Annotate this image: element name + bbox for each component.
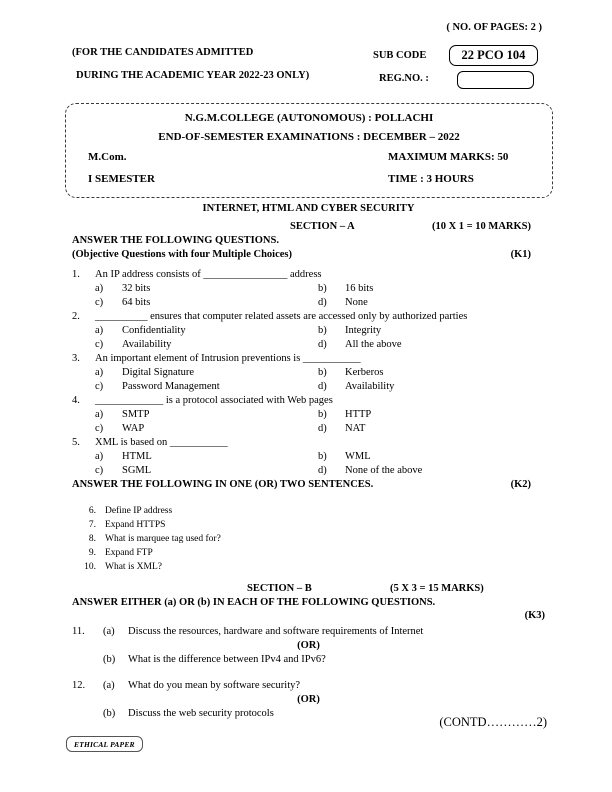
question-text: An IP address consists of ________________ address — [95, 269, 322, 280]
option-text: None — [345, 297, 368, 308]
option-label: c) — [95, 423, 104, 434]
ethical-paper-badge: ETHICAL PAPER — [66, 736, 143, 752]
option-label: a) — [95, 409, 104, 420]
option-text: WML — [345, 451, 371, 462]
question-text: Expand FTP — [105, 548, 153, 558]
candidates-note-line1: (FOR THE CANDIDATES ADMITTED — [72, 47, 254, 58]
exam-header-box — [65, 103, 553, 198]
option-text: HTML — [122, 451, 152, 462]
k2-level: (K2) — [510, 479, 531, 490]
option-label: a) — [95, 283, 104, 294]
option-text: Kerberos — [345, 367, 384, 378]
sub-question-b-text: What is the difference between IPv4 and IPv6? — [128, 654, 326, 665]
option-text: 64 bits — [122, 297, 151, 308]
option-label: b) — [318, 283, 327, 294]
sub-question-b-text: Discuss the web security protocols — [128, 708, 274, 719]
short-question-10 — [72, 560, 545, 574]
sub-question-b-label: (b) — [103, 708, 116, 719]
k2-header: ANSWER THE FOLLOWING IN ONE (OR) TWO SENTENCES. — [72, 479, 374, 490]
paper-body — [72, 202, 545, 721]
option-label: c) — [95, 465, 104, 476]
section-b-marks: (5 X 3 = 15 MARKS) — [390, 583, 484, 594]
contd-note: (CONTD…………2) — [439, 715, 547, 729]
course-name: M.Com. — [88, 151, 127, 163]
option-label: b) — [318, 409, 327, 420]
k3-level: (K3) — [524, 610, 545, 621]
subject-title: INTERNET, HTML AND CYBER SECURITY — [202, 203, 415, 214]
mcq-question-3 — [72, 352, 545, 394]
question-text: XML is based on ___________ — [95, 437, 228, 448]
k1-level: (K1) — [510, 249, 531, 260]
sub-code-value: 22 PCO 104 — [461, 48, 526, 62]
option-label: b) — [318, 325, 327, 336]
question-number: 2. — [72, 311, 80, 322]
option-text: SMTP — [122, 409, 150, 420]
option-text: WAP — [122, 423, 145, 434]
question-text: What is marquee tag used for? — [105, 534, 221, 544]
option-label: a) — [95, 367, 104, 378]
exam-time: TIME : 3 HOURS — [388, 173, 474, 185]
option-label: d) — [318, 339, 327, 350]
section-a-instruction: ANSWER THE FOLLOWING QUESTIONS. — [72, 235, 279, 246]
sub-question-a-label: (a) — [103, 680, 115, 691]
question-number: 8. — [88, 534, 96, 544]
question-number: 9. — [88, 548, 96, 558]
section-b-instruction: ANSWER EITHER (a) OR (b) IN EACH OF THE FOLLOWING QUESTIONS. — [72, 597, 436, 608]
short-questions — [72, 504, 545, 574]
option-text: NAT — [345, 423, 366, 434]
short-question-7 — [72, 518, 545, 532]
question-text: What is XML? — [105, 562, 162, 572]
mcq-question-1 — [72, 268, 545, 310]
no-of-pages: ( NO. OF PAGES: 2 ) — [446, 22, 542, 33]
mcq-question-5 — [72, 436, 545, 478]
sub-question-b-label: (b) — [103, 654, 116, 665]
option-label: a) — [95, 451, 104, 462]
option-label: c) — [95, 339, 104, 350]
option-label: b) — [318, 451, 327, 462]
question-text: An important element of Intrusion preventions is ___________ — [95, 353, 361, 364]
question-text: Define IP address — [105, 506, 173, 516]
question-text: _____________ is a protocol associated with Web pages — [95, 395, 333, 406]
question-number: 6. — [88, 506, 96, 516]
question-number: 12. — [72, 680, 86, 691]
option-label: a) — [95, 325, 104, 336]
question-number: 4. — [72, 395, 80, 406]
question-number: 1. — [72, 269, 80, 280]
short-question-9 — [72, 546, 545, 560]
sub-question-a-text: What do you mean by software security? — [128, 680, 301, 691]
section-b-title: SECTION – B — [247, 583, 312, 594]
sub-question-a-text: Discuss the resources, hardware and software requirements of Internet — [128, 626, 424, 637]
short-question-8 — [72, 532, 545, 546]
max-marks: MAXIMUM MARKS: 50 — [388, 151, 509, 163]
question-number: 7. — [88, 520, 96, 530]
option-text: Confidentiality — [122, 325, 186, 336]
exam-title: END-OF-SEMESTER EXAMINATIONS : DECEMBER – 2022 — [158, 131, 460, 143]
question-text: Expand HTTPS — [105, 520, 166, 530]
option-text: None of the above — [345, 465, 423, 476]
question-number: 3. — [72, 353, 80, 364]
option-text: All the above — [345, 339, 402, 350]
or-separator: (OR) — [297, 640, 320, 651]
question-text: __________ ensures that computer related assets are accessed only by authorized parties — [95, 311, 468, 322]
section-a-subinstruction: (Objective Questions with four Multiple Choices) — [72, 249, 292, 260]
option-label: d) — [318, 423, 327, 434]
option-text: SGML — [122, 465, 152, 476]
or-separator: (OR) — [297, 694, 320, 705]
option-text: 16 bits — [345, 283, 374, 294]
reg-no-box — [457, 71, 534, 89]
option-text: Availability — [122, 339, 172, 350]
sub-question-a-label: (a) — [103, 626, 115, 637]
college-name: N.G.M.COLLEGE (AUTONOMOUS) : POLLACHI — [184, 112, 434, 124]
option-label: d) — [318, 297, 327, 308]
question-11 — [72, 625, 545, 667]
section-a-marks: (10 X 1 = 10 MARKS) — [431, 221, 531, 232]
option-text: HTTP — [345, 409, 372, 420]
option-text: Password Management — [122, 381, 220, 392]
option-label: d) — [318, 381, 327, 392]
semester: I SEMESTER — [88, 173, 155, 185]
sub-code-box — [449, 45, 538, 66]
option-text: 32 bits — [122, 283, 151, 294]
option-text: Integrity — [345, 325, 382, 336]
section-a-title: SECTION – A — [290, 221, 355, 232]
candidates-note-line2: DURING THE ACADEMIC YEAR 2022-23 ONLY) — [76, 70, 310, 81]
option-label: c) — [95, 381, 104, 392]
question-number: 11. — [72, 626, 85, 637]
sub-code-label: SUB CODE — [373, 50, 427, 61]
option-label: c) — [95, 297, 104, 308]
reg-no-label: REG.NO. : — [379, 73, 429, 84]
mcq-question-4 — [72, 394, 545, 436]
short-question-6 — [72, 504, 545, 518]
mcq-question-2 — [72, 310, 545, 352]
option-label: d) — [318, 465, 327, 476]
question-number: 10. — [84, 562, 96, 572]
option-text: Availability — [345, 381, 395, 392]
question-number: 5. — [72, 437, 80, 448]
option-text: Digital Signature — [122, 367, 195, 378]
option-label: b) — [318, 367, 327, 378]
